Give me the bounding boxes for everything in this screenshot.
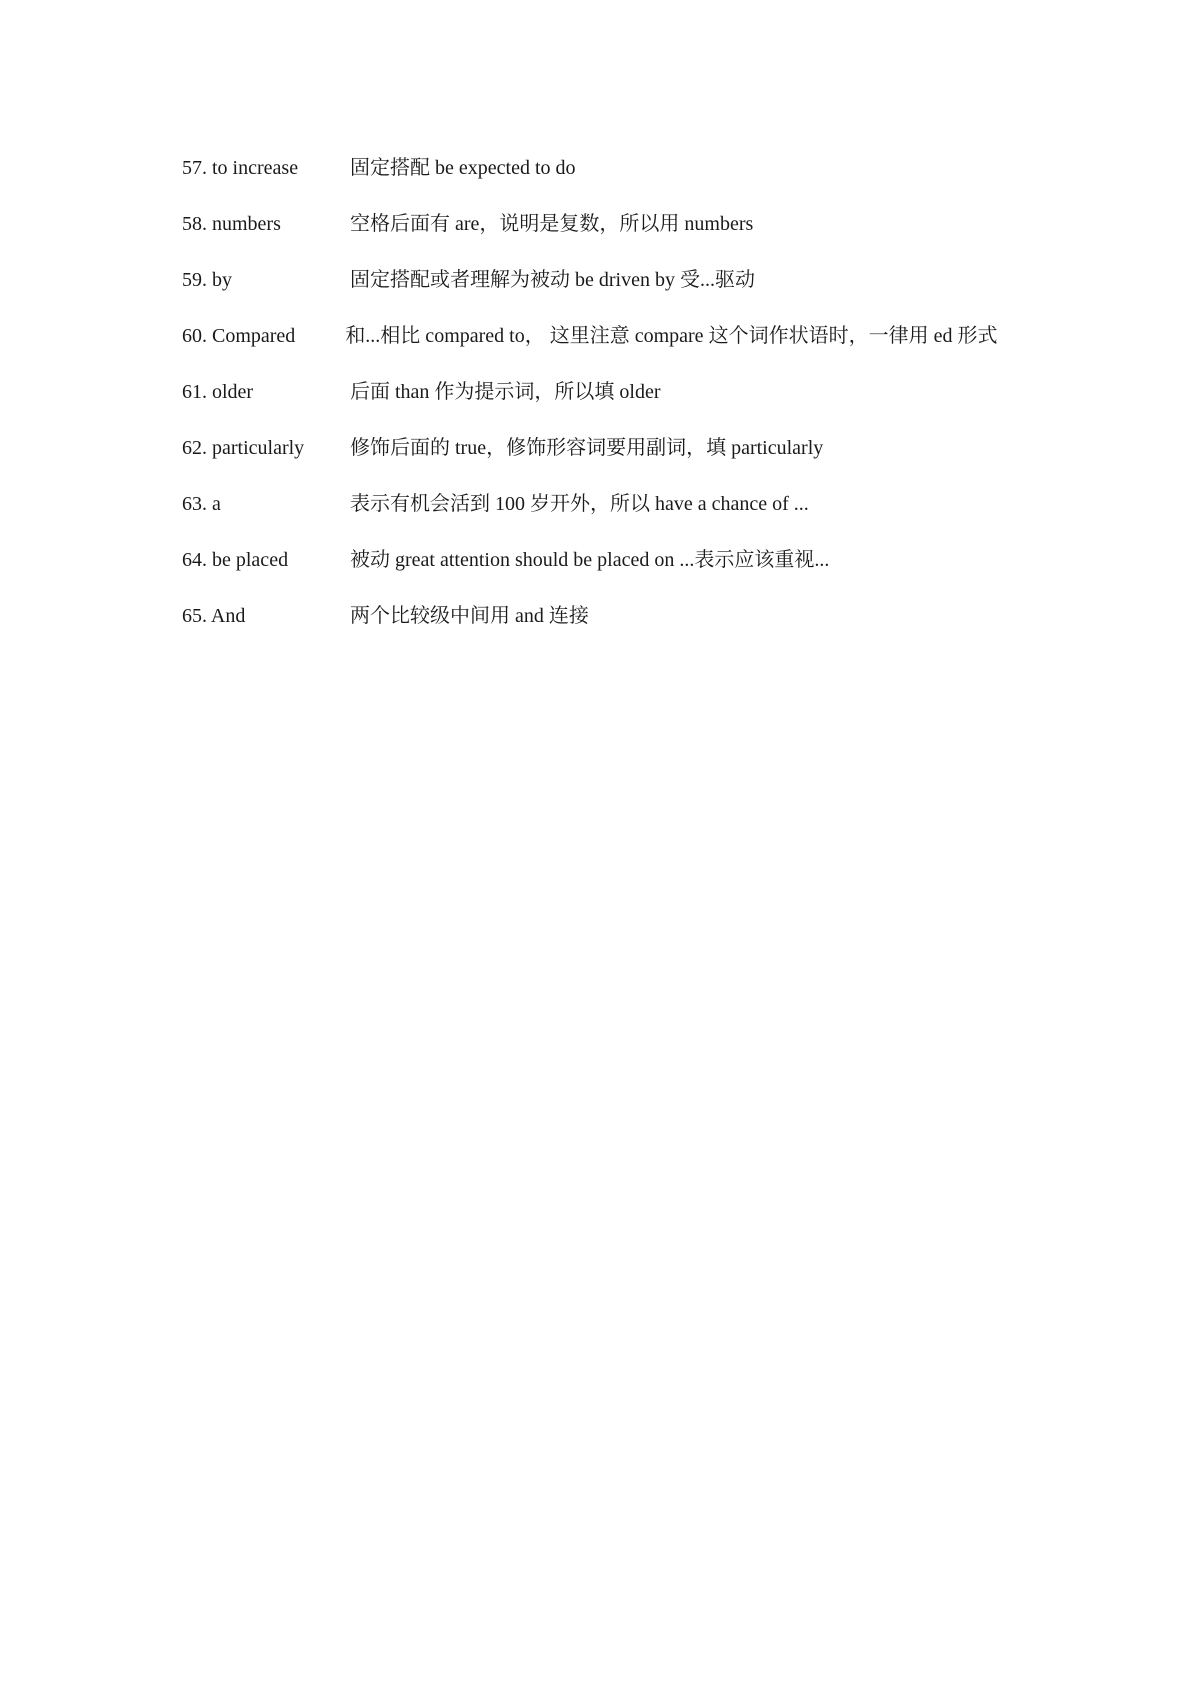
question-number: 60. (182, 325, 207, 347)
answer-item-58 (182, 206, 1042, 242)
answer-label (182, 374, 350, 410)
answer-text: to increase (212, 157, 299, 179)
answer-item-61 (182, 374, 1042, 410)
answer-label (182, 262, 350, 298)
answer-text: particularly (212, 437, 305, 459)
answer-explanation: 修饰后面的 true，修饰形容词要用副词，填 particularly (350, 437, 824, 459)
answer-text: And (210, 605, 246, 627)
answer-item-64 (182, 542, 1042, 578)
answer-text: older (212, 381, 254, 403)
answer-explanation: 固定搭配或者理解为被动 be driven by 受...驱动 (350, 269, 755, 291)
answer-label (182, 542, 350, 578)
answer-text: be placed (212, 549, 289, 571)
answer-explanation: 固定搭配 be expected to do (350, 157, 576, 179)
question-number: 58. (182, 213, 207, 235)
answer-label (182, 486, 350, 522)
answer-explanation: 空格后面有 are，说明是复数，所以用 numbers (350, 213, 754, 235)
answer-item-59 (182, 262, 1042, 298)
question-number: 62. (182, 437, 207, 459)
question-number: 65. (182, 605, 207, 627)
answer-explanation: 两个比较级中间用 and 连接 (350, 605, 589, 627)
answer-label (182, 598, 350, 634)
answer-explanation: 被动 great attention should be placed on ...表示应该重视... (350, 549, 830, 571)
answer-item-63 (182, 486, 1042, 522)
answer-explanation: 和...相比 compared to， 这里注意 compare 这个词作状语时，一律用 ed 形式 (345, 325, 998, 347)
question-number: 61. (182, 381, 207, 403)
answer-explanation: 后面 than 作为提示词，所以填 older (350, 381, 661, 403)
answer-list (182, 150, 1042, 654)
answer-label (182, 430, 350, 466)
answer-text: a (212, 493, 221, 515)
question-number: 57. (182, 157, 207, 179)
answer-text: by (212, 269, 232, 291)
answer-text: Compared (212, 325, 296, 347)
question-number: 64. (182, 549, 207, 571)
answer-text: numbers (212, 213, 281, 235)
answer-item-57 (182, 150, 1042, 186)
question-number: 59. (182, 269, 207, 291)
answer-label (182, 150, 350, 186)
answer-item-62 (182, 430, 1042, 466)
question-number: 63. (182, 493, 207, 515)
answer-label (182, 325, 295, 347)
answer-explanation: 表示有机会活到 100 岁开外，所以 have a chance of ... (350, 493, 809, 515)
answer-label (182, 206, 350, 242)
answer-item-60 (182, 318, 1042, 354)
answer-item-65 (182, 598, 1042, 634)
